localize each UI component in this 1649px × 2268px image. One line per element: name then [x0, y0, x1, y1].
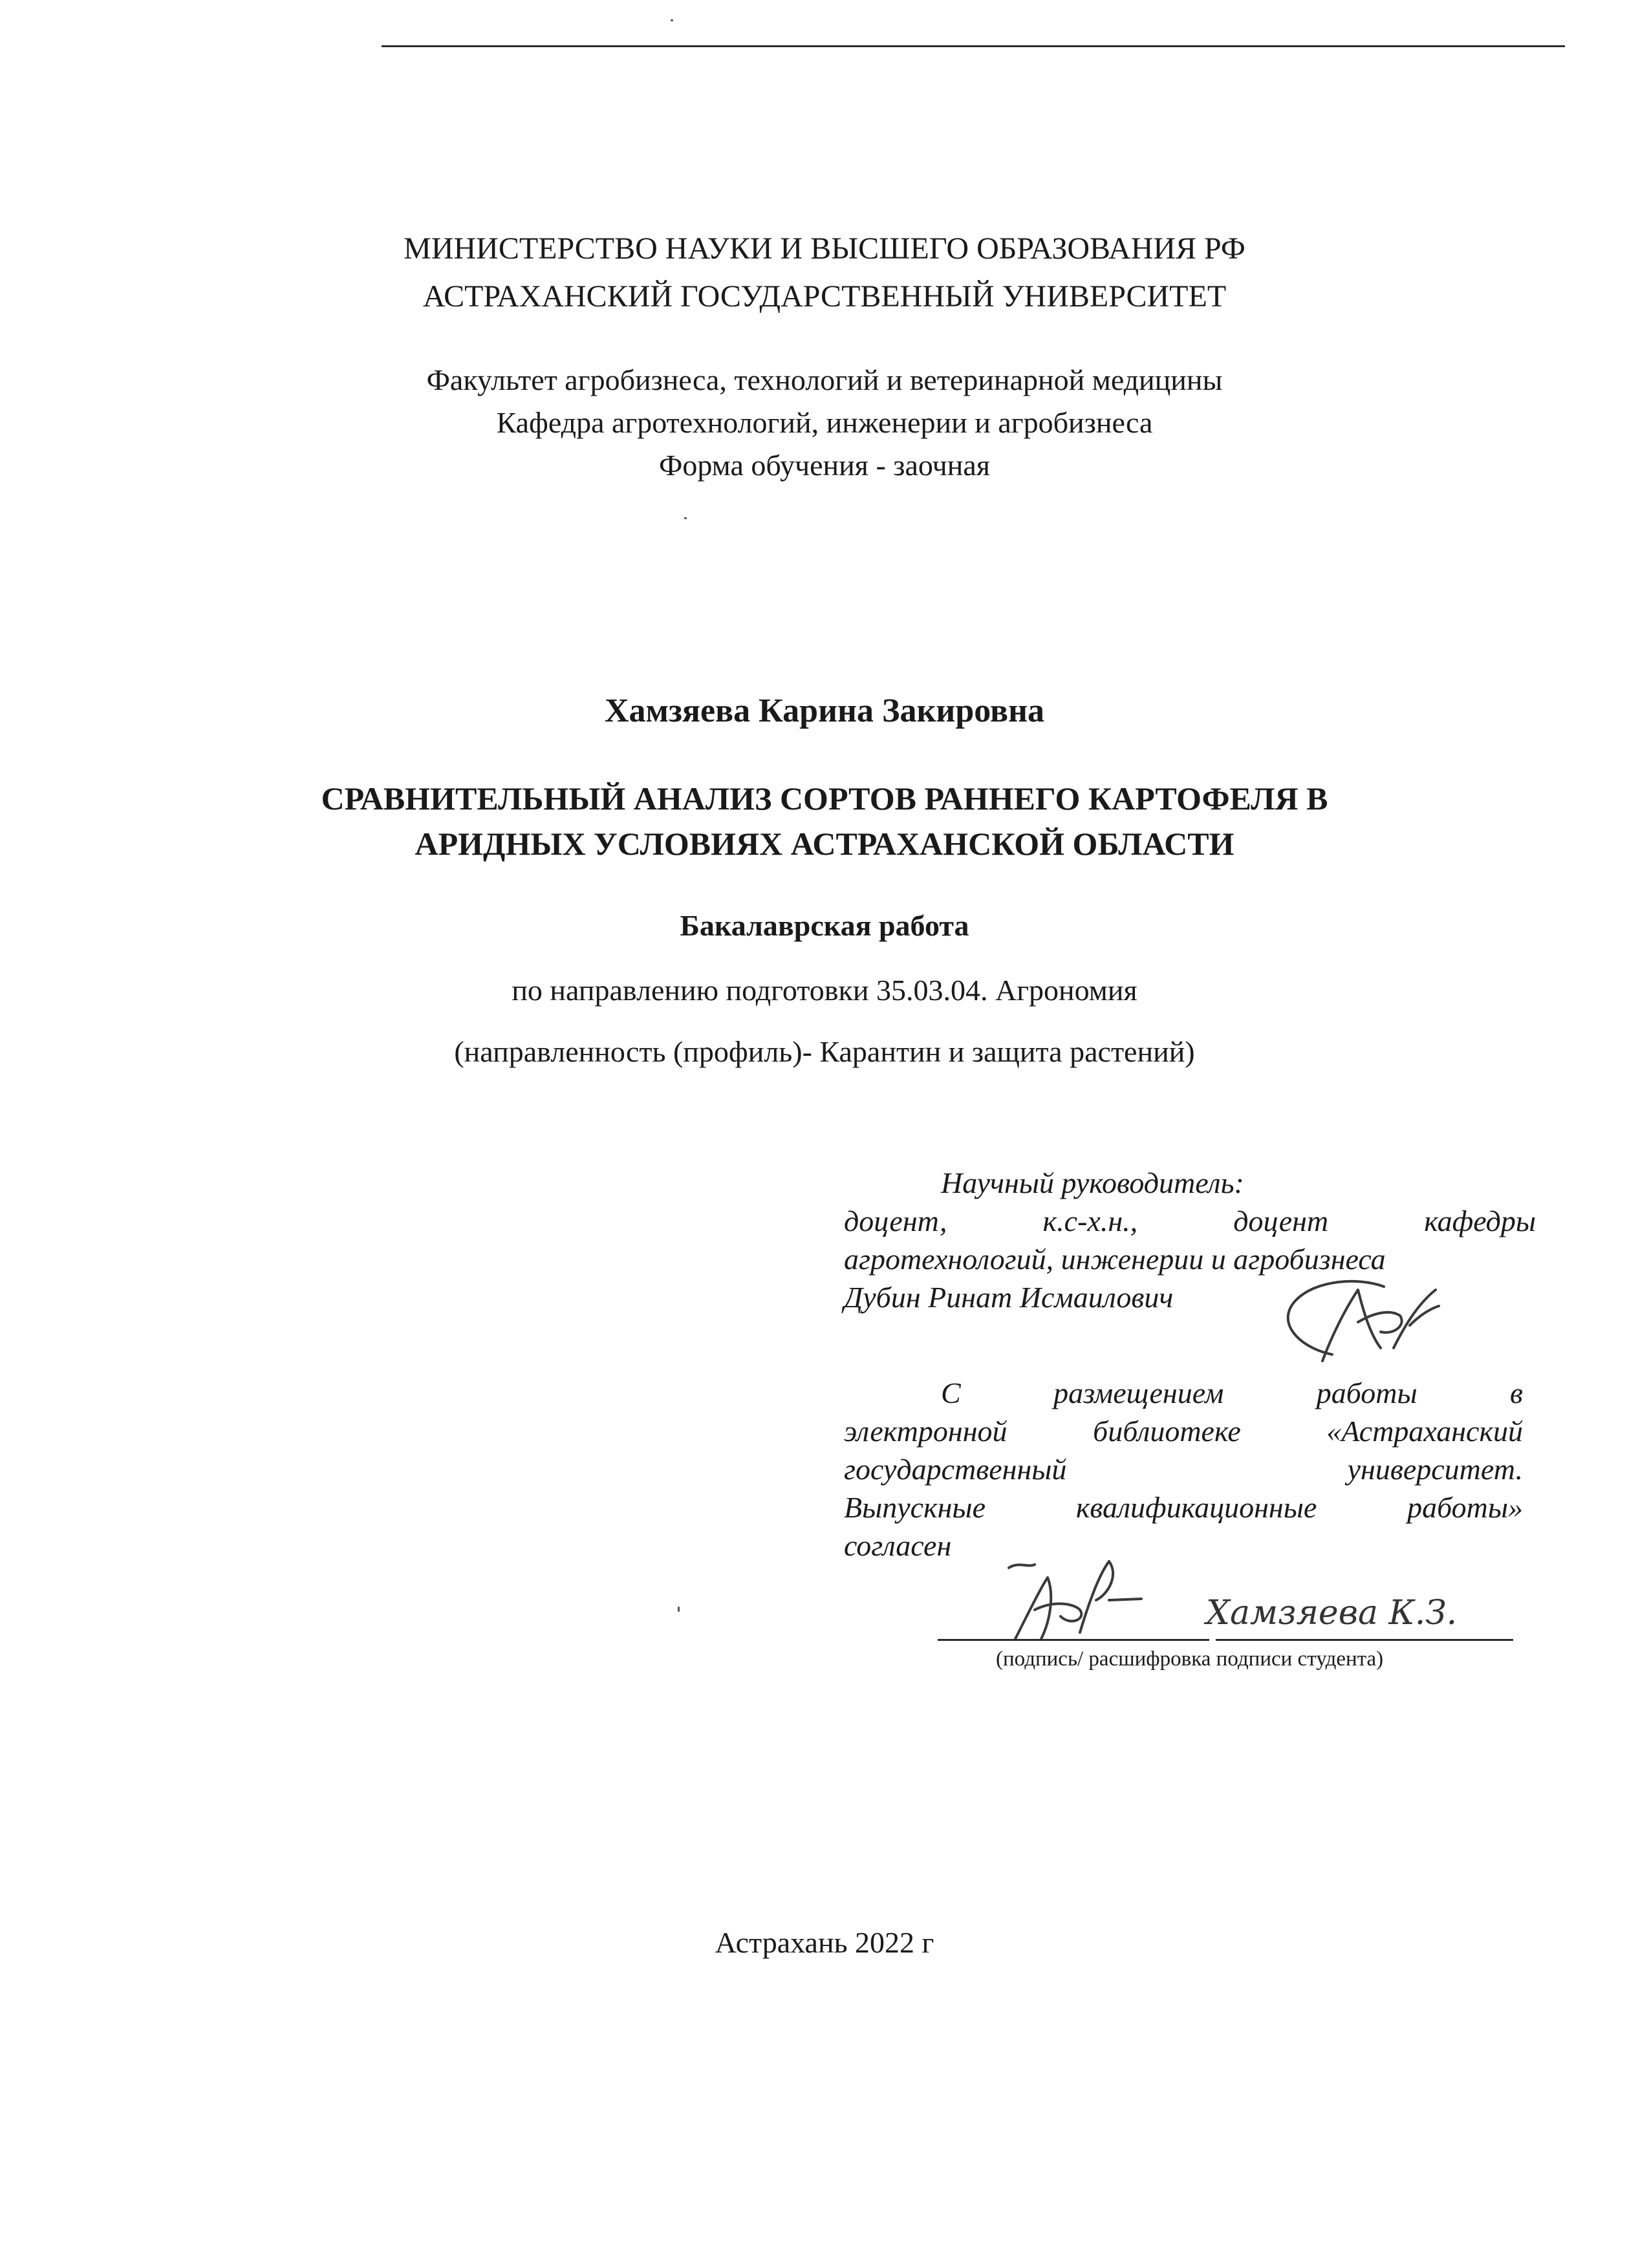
signature-caption: (подпись/ расшифровка подписи студента) — [996, 1647, 1384, 1671]
consent-word: Выпускные — [844, 1491, 986, 1524]
consent-line1 — [844, 1374, 1523, 1412]
student-signature-icon — [989, 1548, 1145, 1652]
supervisor-name: Дубин Ринат Исмаилович — [844, 1281, 1174, 1314]
thesis-title-line1: СРАВНИТЕЛЬНЫЙ АНАЛИЗ СОРТОВ РАННЕГО КАРТОФЕЛЯ В — [321, 780, 1328, 817]
thesis-title-line2: АРИДНЫХ УСЛОВИЯХ АСТРАХАНСКОЙ ОБЛАСТИ — [415, 826, 1234, 862]
university-name: АСТРАХАНСКИЙ ГОСУДАРСТВЕННЫЙ УНИВЕРСИТЕТ — [422, 279, 1227, 314]
scan-speck — [684, 517, 687, 519]
supervisor-position-word: доцент, — [844, 1204, 947, 1237]
author-name: Хамзяева Карина Закировна — [604, 692, 1045, 729]
supervisor-signature-icon — [1261, 1270, 1442, 1367]
work-type: Бакалаврская работа — [680, 909, 969, 942]
scan-top-border-line — [382, 45, 1565, 47]
thesis-title — [0, 776, 1649, 866]
consent-line5: согласен — [844, 1529, 952, 1562]
signature-underline — [938, 1639, 1209, 1641]
header-block — [0, 225, 1649, 321]
scan-speck — [678, 1607, 680, 1612]
consent-word: государственный — [844, 1453, 1067, 1486]
ministry-name: МИНИСТЕРСТВО НАУКИ И ВЫСШЕГО ОБРАЗОВАНИЯ РФ — [404, 231, 1245, 266]
consent-word: размещением — [1053, 1376, 1224, 1409]
supervisor-position-word: кафедры — [1424, 1204, 1536, 1237]
study-profile: (направленность (профиль)- Карантин и защита растений) — [454, 1035, 1195, 1068]
supervisor-label: Научный руководитель: — [941, 1166, 1244, 1199]
consent-word: С — [941, 1376, 961, 1409]
supervisor-position-word: доцент — [1233, 1204, 1329, 1237]
study-form: Форма обучения - заочная — [659, 449, 990, 482]
consent-block — [844, 1374, 1523, 1565]
faculty-block — [0, 359, 1649, 487]
signature-transcript-underline — [1216, 1639, 1513, 1641]
consent-line3 — [844, 1450, 1523, 1488]
supervisor-position — [844, 1202, 1536, 1240]
scan-speck — [671, 19, 673, 21]
faculty-name: Факультет агробизнеса, технологий и ветеринарной медицины — [426, 363, 1223, 396]
supervisor-department: агротехнологий, инженерии и агробизнеса — [844, 1243, 1386, 1276]
consent-line2: электронной библиотеке «Астраханский — [844, 1415, 1523, 1448]
consent-line4 — [844, 1488, 1523, 1526]
consent-word: университет. — [1347, 1453, 1523, 1486]
department-name: Кафедра агротехнологий, инженерии и агробизнеса — [496, 406, 1153, 439]
consent-word: в — [1510, 1376, 1523, 1409]
supervisor-position-word: к.с-х.н., — [1042, 1204, 1138, 1237]
consent-word: квалификационные — [1075, 1491, 1317, 1524]
consent-word: работы — [1316, 1376, 1417, 1409]
study-direction: по направлению подготовки 35.03.04. Агрономия — [512, 974, 1137, 1007]
student-signature-transcript: Хамзяева К.З. — [1206, 1594, 1458, 1632]
city-year: Астрахань 2022 г — [715, 1926, 934, 1959]
consent-word: работы» — [1407, 1491, 1524, 1524]
